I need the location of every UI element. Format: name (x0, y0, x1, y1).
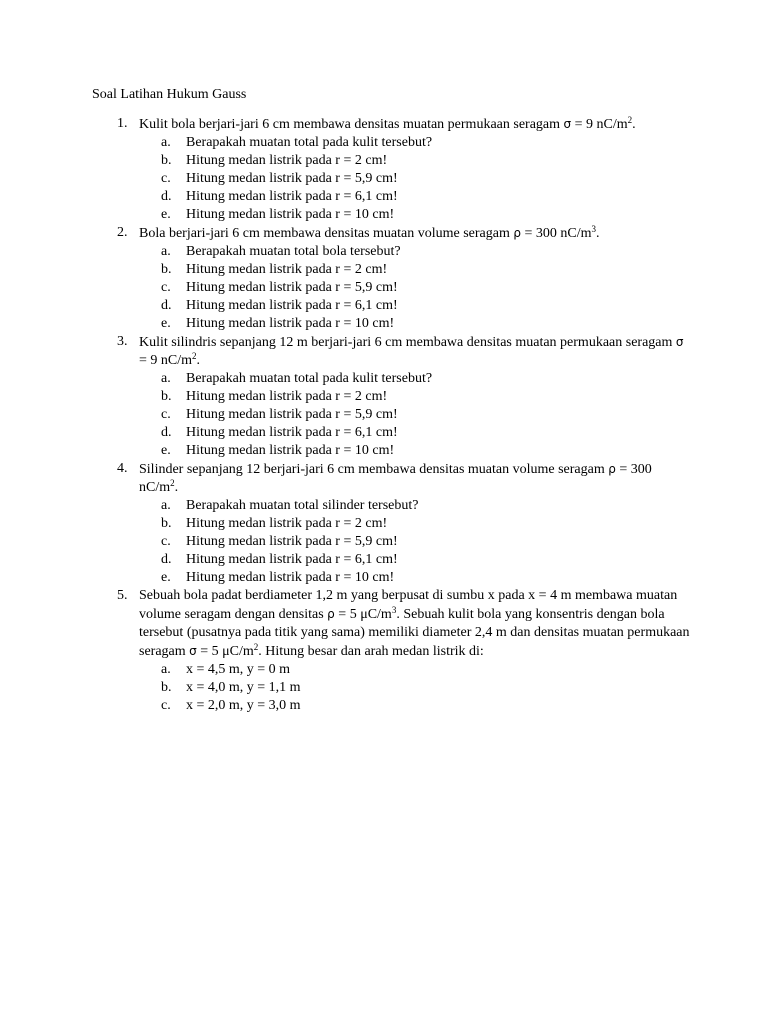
document-page (92, 86, 692, 715)
sub-question (139, 152, 692, 170)
sub-question-letter: b. (161, 389, 172, 404)
text-run: . (632, 117, 636, 132)
sub-question-text: Berapakah muatan total silinder tersebut? (186, 498, 419, 513)
sub-question-text: x = 2,0 m, y = 3,0 m (186, 698, 301, 713)
sub-question-letter: a. (161, 135, 171, 150)
sub-question-list (139, 370, 692, 460)
greek-symbol: σ (675, 335, 684, 349)
sub-question (139, 188, 692, 206)
sub-question (139, 551, 692, 569)
sub-question-letter: d. (161, 189, 172, 204)
sub-question-text: Hitung medan listrik pada r = 2 cm! (186, 389, 388, 404)
sub-question-text: Hitung medan listrik pada r = 6,1 cm! (186, 298, 398, 313)
text-run: Kulit silindris sepanjang 12 m berjari-jari 6 cm membawa densitas muatan permukaan seragam (139, 335, 676, 350)
sub-question (139, 697, 692, 715)
sub-question-letter: a. (161, 498, 171, 513)
superscript: 2 (192, 351, 197, 361)
text-run: = 300 nC/m (521, 226, 592, 241)
text-run: = 300 nC/m (139, 462, 652, 495)
sub-question-text: Berapakah muatan total bola tersebut? (186, 244, 401, 259)
sub-question (139, 243, 692, 261)
problem-text (139, 460, 692, 497)
sub-question-text: Hitung medan listrik pada r = 10 cm! (186, 316, 395, 331)
sub-question-text: Hitung medan listrik pada r = 6,1 cm! (186, 425, 398, 440)
sub-question (139, 442, 692, 460)
sub-question (139, 497, 692, 515)
sub-question-text: x = 4,0 m, y = 1,1 m (186, 680, 301, 695)
sub-question-letter: c. (161, 534, 171, 549)
problem-list (92, 115, 692, 715)
greek-symbol: σ (563, 117, 572, 131)
greek-symbol: ρ (513, 226, 521, 240)
text-run: . Sebuah kulit bola yang konsentris dengan bola tersebut (pusatnya pada titik yang sama) memiliki diameter 2,4 m dan densitas muatan permukaan seragam (139, 607, 690, 659)
sub-question-letter: c. (161, 698, 171, 713)
text-run: Sebuah bola padat berdiameter 1,2 m yang berpusat di sumbu x pada x = 4 m membawa muatan volume seragam dengan densitas (139, 588, 678, 622)
sub-question (139, 569, 692, 587)
text-run: Kulit bola berjari-jari 6 cm membawa densitas muatan permukaan seragam (139, 117, 564, 132)
problem-text (139, 587, 692, 661)
sub-question (139, 679, 692, 697)
sub-question-text: Hitung medan listrik pada r = 5,9 cm! (186, 407, 398, 422)
greek-symbol: ρ (327, 607, 335, 621)
sub-question (139, 279, 692, 297)
problem-4 (92, 460, 692, 587)
sub-question-letter: d. (161, 425, 172, 440)
text-run: = 9 nC/m (571, 117, 628, 132)
sub-question (139, 424, 692, 442)
problem-text (139, 224, 692, 243)
sub-question-letter: a. (161, 371, 171, 386)
greek-symbol: σ (189, 644, 197, 658)
sub-question-text: Hitung medan listrik pada r = 2 cm! (186, 516, 388, 531)
problem-number: 5. (117, 588, 128, 603)
text-run: = 5 μC/m (334, 607, 392, 622)
text-run: . (596, 226, 600, 241)
sub-question (139, 533, 692, 551)
sub-question-list (139, 243, 692, 333)
superscript: 2 (170, 478, 175, 488)
sub-question-letter: e. (161, 207, 171, 222)
text-run: Bola berjari-jari 6 cm membawa densitas muatan volume seragam (139, 226, 514, 241)
problem-3 (92, 333, 692, 460)
sub-question-letter: d. (161, 552, 172, 567)
problem-text (139, 333, 692, 370)
sub-question-list (139, 661, 692, 715)
sub-question-list (139, 497, 692, 587)
sub-question-letter: c. (161, 171, 171, 186)
sub-question (139, 261, 692, 279)
sub-question (139, 370, 692, 388)
problem-number: 3. (117, 334, 128, 349)
sub-question-letter: d. (161, 298, 172, 313)
greek-symbol: ρ (608, 462, 616, 476)
sub-question (139, 388, 692, 406)
problem-2 (92, 224, 692, 333)
sub-question-text: Hitung medan listrik pada r = 2 cm! (186, 262, 388, 277)
sub-question-text: Hitung medan listrik pada r = 2 cm! (186, 153, 388, 168)
sub-question (139, 406, 692, 424)
superscript: 3 (391, 605, 397, 615)
problem-number: 2. (117, 225, 128, 240)
sub-question-letter: e. (161, 570, 171, 585)
superscript: 2 (253, 642, 259, 652)
sub-question (139, 315, 692, 333)
sub-question-list (139, 134, 692, 224)
text-run: = 9 nC/m (139, 353, 193, 368)
sub-question (139, 515, 692, 533)
text-run: = 5 μC/m (196, 644, 254, 659)
sub-question-letter: c. (161, 280, 171, 295)
sub-question-text: Hitung medan listrik pada r = 5,9 cm! (186, 534, 398, 549)
document-title: Soal Latihan Hukum Gauss (92, 87, 247, 102)
problem-5 (92, 587, 692, 715)
sub-question-text: Hitung medan listrik pada r = 6,1 cm! (186, 552, 398, 567)
problem-number: 4. (117, 461, 128, 476)
superscript: 3 (591, 224, 597, 234)
sub-question-letter: e. (161, 443, 171, 458)
sub-question-text: x = 4,5 m, y = 0 m (186, 662, 291, 677)
sub-question-text: Berapakah muatan total pada kulit tersebut? (186, 371, 433, 386)
text-run: . (196, 353, 201, 368)
sub-question-letter: a. (161, 244, 171, 259)
sub-question-letter: b. (161, 680, 172, 695)
superscript: 2 (627, 115, 633, 125)
sub-question (139, 206, 692, 224)
sub-question-text: Hitung medan listrik pada r = 5,9 cm! (186, 171, 398, 186)
sub-question-text: Hitung medan listrik pada r = 10 cm! (186, 207, 395, 222)
sub-question-text: Berapakah muatan total pada kulit tersebut? (186, 135, 433, 150)
text-run: Silinder sepanjang 12 berjari-jari 6 cm membawa densitas muatan volume seragam (139, 462, 609, 477)
sub-question-text: Hitung medan listrik pada r = 10 cm! (186, 443, 395, 458)
sub-question (139, 170, 692, 188)
sub-question (139, 134, 692, 152)
sub-question-text: Hitung medan listrik pada r = 10 cm! (186, 570, 395, 585)
sub-question-text: Hitung medan listrik pada r = 5,9 cm! (186, 280, 398, 295)
text-run: . (174, 480, 179, 495)
sub-question-letter: c. (161, 407, 171, 422)
sub-question (139, 661, 692, 679)
problem-text (139, 115, 692, 134)
sub-question (139, 297, 692, 315)
sub-question-letter: e. (161, 316, 171, 331)
text-run: . Hitung besar dan arah medan listrik di: (258, 644, 484, 659)
sub-question-letter: b. (161, 262, 172, 277)
sub-question-text: Hitung medan listrik pada r = 6,1 cm! (186, 189, 398, 204)
sub-question-letter: b. (161, 153, 172, 168)
sub-question-letter: a. (161, 662, 171, 677)
sub-question-letter: b. (161, 516, 172, 531)
problem-number: 1. (117, 116, 128, 131)
problem-1 (92, 115, 692, 224)
